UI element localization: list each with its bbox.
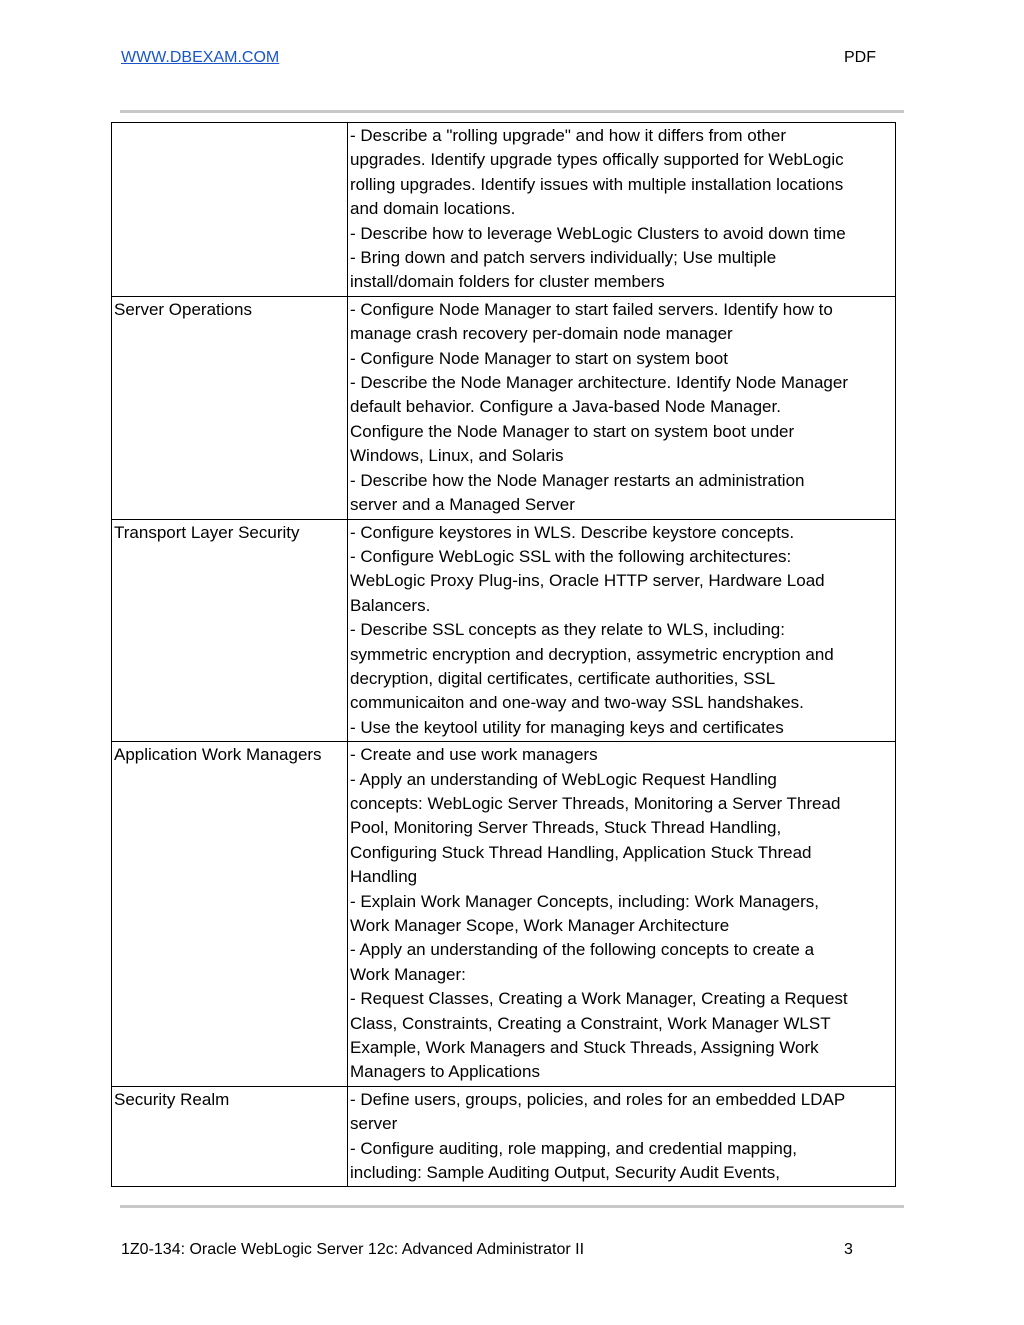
objective-line: - Describe SSL concepts as they relate to WLS, including: <box>350 620 785 640</box>
objective-line: default behavior. Configure a Java-based Node Manager. <box>350 397 781 417</box>
objective-line: - Describe how to leverage WebLogic Clusters to avoid down time <box>350 223 846 243</box>
objective-line: rolling upgrades. Identify issues with multiple installation locations <box>350 174 844 194</box>
objective-line: - Configure WebLogic SSL with the following architectures: <box>350 546 792 566</box>
objectives-cell <box>348 1086 896 1187</box>
objective-line: WebLogic Proxy Plug-ins, Oracle HTTP server, Hardware Load <box>350 571 825 591</box>
objective-line: symmetric encryption and decryption, assymetric encryption and <box>350 644 834 664</box>
objective-line: - Apply an understanding of WebLogic Request Handling <box>350 769 777 789</box>
footer-divider <box>120 1205 904 1208</box>
table-row <box>112 1086 896 1187</box>
objective-line: server <box>350 1114 398 1134</box>
objectives-cell <box>348 296 896 519</box>
exam-topics-table <box>111 122 896 1187</box>
objective-line: - Use the keytool utility for managing keys and certificates <box>350 717 784 737</box>
objective-line: - Apply an understanding of the following concepts to create a <box>350 940 815 960</box>
topic-cell: Transport Layer Security <box>112 519 348 742</box>
objective-line: Windows, Linux, and Solaris <box>350 446 564 466</box>
objective-line: including: Sample Auditing Output, Security Audit Events, <box>350 1163 780 1183</box>
objective-line: - Request Classes, Creating a Work Manager, Creating a Request <box>350 989 848 1009</box>
page-number: 3 <box>844 1241 853 1258</box>
objective-line: Example, Work Managers and Stuck Threads, Assigning Work <box>350 1038 819 1058</box>
objective-line: Pool, Monitoring Server Threads, Stuck Thread Handling, <box>350 818 782 838</box>
objective-line: - Create and use work managers <box>350 745 598 765</box>
table-row <box>112 123 896 297</box>
objective-line: - Describe how the Node Manager restarts an administration <box>350 470 805 490</box>
table-row <box>112 296 896 519</box>
objective-line: - Explain Work Manager Concepts, including: Work Managers, <box>350 891 819 911</box>
objective-line: - Define users, groups, policies, and roles for an embedded LDAP <box>350 1089 846 1109</box>
objective-line: Configuring Stuck Thread Handling, Application Stuck Thread <box>350 842 812 862</box>
objective-line: Work Manager: <box>350 964 466 984</box>
topic-cell: Security Realm <box>112 1086 348 1187</box>
objective-line: Configure the Node Manager to start on system boot under <box>350 421 795 441</box>
objectives-cell <box>348 519 896 742</box>
objective-line: Handling <box>350 867 418 887</box>
objective-line: Managers to Applications <box>350 1062 540 1082</box>
objective-line: Class, Constraints, Creating a Constraint, Work Manager WLST <box>350 1013 831 1033</box>
objective-line: - Configure auditing, role mapping, and credential mapping, <box>350 1138 797 1158</box>
objective-line: install/domain folders for cluster members <box>350 272 665 292</box>
topic-cell: Application Work Managers <box>112 742 348 1087</box>
footer-title: 1Z0-134: Oracle WebLogic Server 12c: Advanced Administrator II <box>121 1241 585 1258</box>
objectives-cell <box>348 742 896 1087</box>
objective-line: - Bring down and patch servers individually; Use multiple <box>350 248 777 268</box>
objective-line: concepts: WebLogic Server Threads, Monitoring a Server Thread <box>350 793 841 813</box>
objective-line: - Configure Node Manager to start failed servers. Identify how to <box>350 299 833 319</box>
objective-line: communicaiton and one-way and two-way SSL handshakes. <box>350 693 804 713</box>
objective-line: Balancers. <box>350 595 431 615</box>
objective-line: upgrades. Identify upgrade types offically supported for WebLogic <box>350 150 844 170</box>
site-link[interactable]: WWW.DBEXAM.COM <box>121 49 280 66</box>
objective-line: - Configure Node Manager to start on system boot <box>350 348 728 368</box>
objective-line: - Configure keystores in WLS. Describe keystore concepts. <box>350 522 795 542</box>
topic-cell <box>112 123 348 297</box>
objective-line: manage crash recovery per-domain node manager <box>350 324 733 344</box>
format-label: PDF <box>844 49 876 66</box>
objectives-cell <box>348 123 896 297</box>
objective-line: and domain locations. <box>350 199 516 219</box>
table-row <box>112 742 896 1087</box>
header-divider <box>120 110 904 113</box>
objective-line: - Describe the Node Manager architecture. Identify Node Manager <box>350 373 848 393</box>
objective-line: server and a Managed Server <box>350 495 575 515</box>
objective-line: Work Manager Scope, Work Manager Architecture <box>350 916 730 935</box>
table-row <box>112 519 896 742</box>
objective-line: decryption, digital certificates, certificate authorities, SSL <box>350 668 776 688</box>
topic-cell: Server Operations <box>112 296 348 519</box>
objective-line: - Describe a "rolling upgrade" and how it differs from other <box>350 126 787 145</box>
